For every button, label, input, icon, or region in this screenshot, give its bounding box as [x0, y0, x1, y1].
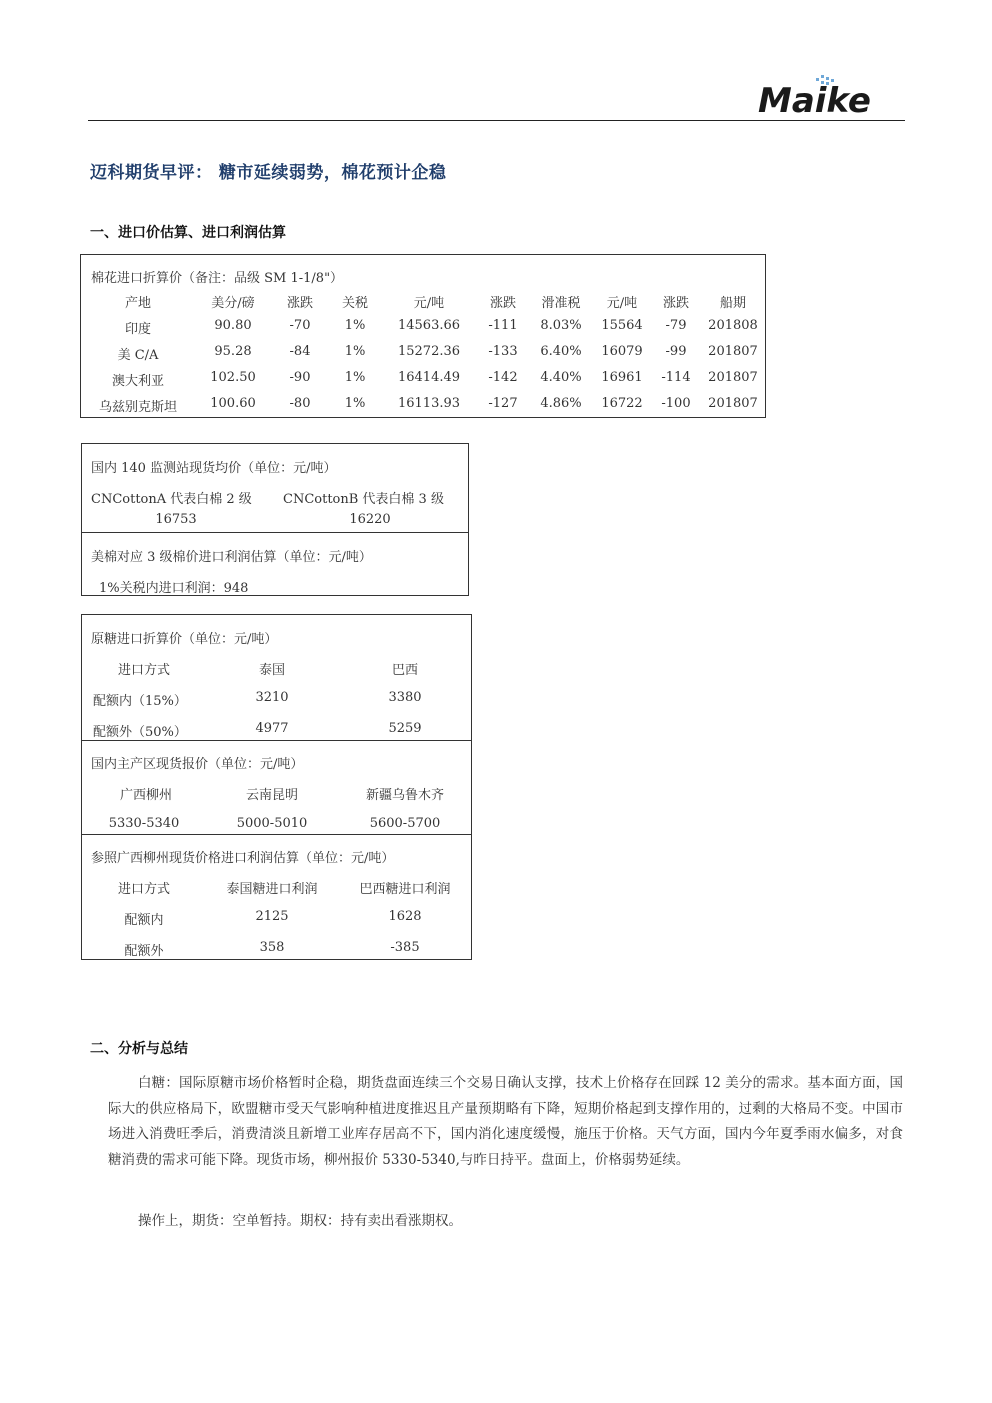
cotton-col-header: 元/吨 — [413, 296, 445, 311]
divider — [82, 834, 471, 835]
sugar-cell: 3380 — [388, 690, 422, 705]
cotton-row-origin: 美 C/A — [117, 348, 159, 363]
profit-row-label: 配额外 — [124, 944, 164, 959]
cotton-cell: 16113.93 — [397, 396, 461, 411]
cotton-cell: 1% — [344, 370, 366, 385]
sugar-cell: 4977 — [255, 721, 289, 736]
cncotton-b-label: CNCottonB 代表白棉 3 级 — [283, 492, 444, 507]
divider — [82, 532, 468, 533]
cotton-cell: 16079 — [601, 344, 643, 359]
cotton-cell: 201807 — [708, 344, 758, 359]
cotton-cell: -127 — [488, 396, 518, 411]
profit-col-method: 进口方式 — [117, 882, 171, 897]
analysis-paragraph: 白糖：国际原糖市场价格暂时企稳，期货盘面连续三个交易日确认支撑，技术上价格存在回踩 12 美分的需求。基本面方面，国际大的供应格局下，欧盟糖市受天气影响种植进度推迟且产量预期略有下降，短期价格起到支撑作用的，过剩的大格局不变。中国市场进入消费旺季后，消费清淡且新增工业库存居高不下，国内消化速度缓慢，施压于价格。天气方面，国内今年夏季雨水偏多，对食糖消费的需求可能下降。现货市场，柳州报价 5330-5340,与昨日持平。盘面上，价格弱势延续。 — [108, 1075, 903, 1168]
maike-logo — [756, 72, 891, 122]
domestic-cotton-box — [81, 443, 469, 596]
cotton-cell: 8.03% — [540, 318, 582, 333]
cotton-col-header: 产地 — [124, 296, 152, 311]
cotton-cell: 15564 — [601, 318, 643, 333]
cotton-cell: 102.50 — [210, 370, 256, 385]
cotton-col-header: 涨跌 — [286, 296, 314, 311]
spot-col-liuzhou: 广西柳州 — [119, 788, 173, 803]
cotton-cell: 6.40% — [540, 344, 582, 359]
profit-col-thailand: 泰国糖进口利润 — [226, 882, 318, 897]
profit-cell: -385 — [390, 940, 420, 955]
sugar-cell: 3210 — [255, 690, 289, 705]
sugar-cell: 5259 — [388, 721, 422, 736]
cotton-cell: -100 — [661, 396, 691, 411]
cotton-cell: 201807 — [708, 370, 758, 385]
section-heading-import: 一、进口价估算、进口利润估算 — [90, 225, 286, 241]
sugar-import-caption: 原糖进口折算价（单位：元/吨） — [91, 632, 278, 647]
cotton-cell: 95.28 — [214, 344, 252, 359]
cotton-col-header: 元/吨 — [606, 296, 638, 311]
profit-cell: 1628 — [388, 909, 422, 924]
cotton-col-header: 涨跌 — [489, 296, 517, 311]
divider — [82, 740, 471, 741]
spot-col-urumqi: 新疆乌鲁木齐 — [365, 788, 445, 803]
sugar-col-brazil: 巴西 — [391, 663, 419, 678]
cotton-import-caption: 棉花进口折算价（备注：品级 SM 1-1/8"） — [91, 271, 344, 286]
header-divider — [88, 120, 905, 121]
profit-cell: 358 — [259, 940, 285, 955]
cotton-col-header: 涨跌 — [662, 296, 690, 311]
cotton-cell: -142 — [488, 370, 518, 385]
cotton-row-origin: 印度 — [124, 322, 152, 337]
spot-value: 5600-5700 — [369, 816, 441, 831]
cncotton-a-value: 16753 — [155, 512, 197, 527]
section-heading-analysis: 二、分析与总结 — [90, 1041, 188, 1057]
cotton-cell: 1% — [344, 344, 366, 359]
sugar-profit-caption: 参照广西柳州现货价格进口利润估算（单位：元/吨） — [91, 851, 395, 866]
profit-line: 1%关税内进口利润：948 — [99, 581, 249, 596]
sugar-row-label: 配额内（15%） — [93, 694, 187, 709]
page-title: 迈科期货早评： 糖市延续弱势，棉花预计企稳 — [90, 163, 447, 183]
sugar-col-method: 进口方式 — [117, 663, 171, 678]
cotton-row-origin: 澳大利亚 — [111, 374, 165, 389]
profit-caption: 美棉对应 3 级棉价进口利润估算（单位：元/吨） — [91, 550, 372, 565]
cotton-cell: -99 — [665, 344, 687, 359]
profit-row-label: 配额内 — [124, 913, 164, 928]
cotton-cell: 4.40% — [540, 370, 582, 385]
operation-paragraph: 操作上，期货：空单暂持。期权：持有卖出看涨期权。 — [138, 1213, 462, 1229]
sugar-col-thailand: 泰国 — [258, 663, 286, 678]
cotton-cell: 4.86% — [540, 396, 582, 411]
sugar-import-box — [81, 614, 472, 960]
cotton-cell: 14563.66 — [397, 318, 461, 333]
cotton-cell: 16961 — [601, 370, 643, 385]
cncotton-a-label: CNCottonA 代表白棉 2 级 — [91, 492, 252, 507]
cotton-col-header: 滑准税 — [541, 296, 581, 311]
cotton-cell: -114 — [661, 370, 691, 385]
cotton-cell: -80 — [289, 396, 311, 411]
cotton-cell: 100.60 — [210, 396, 256, 411]
cotton-cell: -90 — [289, 370, 311, 385]
cotton-cell: 201807 — [708, 396, 758, 411]
cotton-cell: 15272.36 — [397, 344, 461, 359]
profit-col-brazil: 巴西糖进口利润 — [359, 882, 451, 897]
cotton-cell: -111 — [488, 318, 518, 333]
profit-cell: 2125 — [255, 909, 289, 924]
cotton-cell: -84 — [289, 344, 311, 359]
sugar-spot-caption: 国内主产区现货报价（单位：元/吨） — [91, 757, 304, 772]
cotton-cell: 1% — [344, 318, 366, 333]
sugar-row-label: 配额外（50%） — [93, 725, 187, 740]
cotton-cell: 90.80 — [214, 318, 252, 333]
cotton-col-header: 船期 — [719, 296, 747, 311]
spot-col-kunming: 云南昆明 — [245, 788, 299, 803]
cncotton-b-value: 16220 — [349, 512, 391, 527]
cotton-cell: -70 — [289, 318, 311, 333]
cotton-cell: 1% — [344, 396, 366, 411]
cotton-import-table — [80, 254, 766, 418]
cotton-cell: -133 — [488, 344, 518, 359]
spot-value: 5000-5010 — [236, 816, 308, 831]
svg-text:Maike: Maike — [758, 81, 871, 121]
cotton-col-header: 美分/磅 — [211, 296, 255, 311]
cotton-row-origin: 乌兹别克斯坦 — [98, 400, 178, 415]
cotton-col-header: 关税 — [341, 296, 369, 311]
domestic-cotton-caption: 国内 140 监测站现货均价（单位：元/吨） — [91, 461, 337, 476]
cotton-cell: 16414.49 — [397, 370, 461, 385]
cotton-cell: 16722 — [601, 396, 643, 411]
spot-value: 5330-5340 — [108, 816, 180, 831]
cotton-cell: 201808 — [708, 318, 758, 333]
cotton-cell: -79 — [665, 318, 687, 333]
